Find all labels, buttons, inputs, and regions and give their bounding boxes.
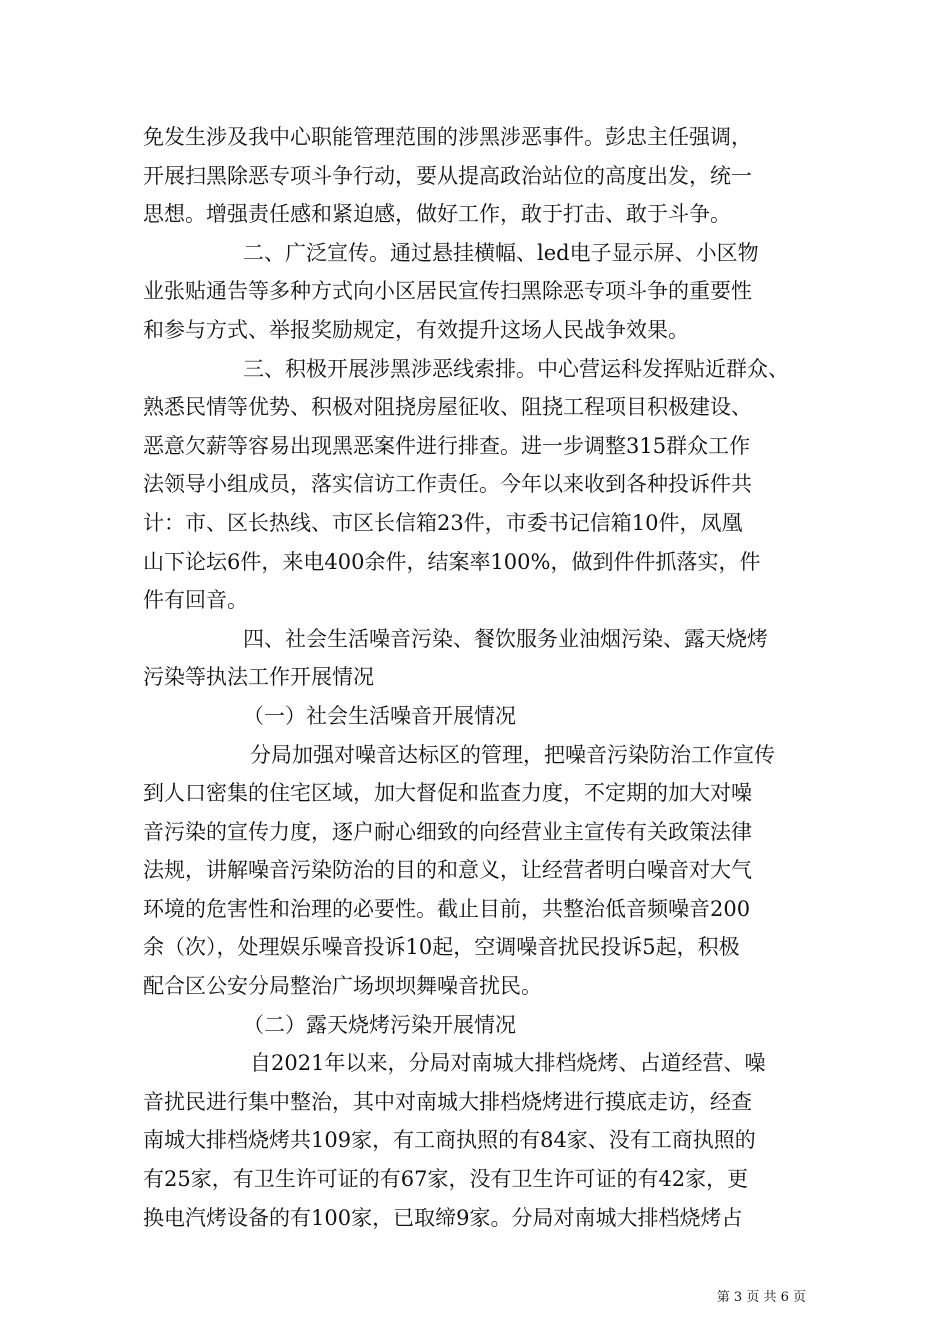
text-line: 音污染的宣传力度，逐户耐心细致的向经营业主宣传有关政策法律 <box>143 819 752 844</box>
subsection-heading: （二）露天烧烤污染开展情况 <box>243 1012 516 1037</box>
section-heading-line: 四、社会生活噪音污染、餐饮服务业油烟污染、露天烧烤 <box>243 626 768 651</box>
subsection-heading: （一）社会生活噪音开展情况 <box>243 703 516 728</box>
text-line: 和参与方式、举报奖励规定，有效提升这场人民战争效果。 <box>143 317 689 342</box>
section-heading-line: 三、积极开展涉黑涉恶线索排。中心营运科发挥贴近群众、 <box>243 356 789 381</box>
text-line: 有25家，有卫生许可证的有67家，没有卫生许可证的有42家，更 <box>143 1167 749 1192</box>
text-line: 法领导小组成员，落实信访工作责任。今年以来收到各种投诉件共 <box>143 472 752 497</box>
text-line: 思想。增强责任感和紧迫感，做好工作，敢于打击、敢于斗争。 <box>143 202 731 227</box>
text-line: 免发生涉及我中心职能管理范围的涉黑涉恶事件。彭忠主任强调， <box>143 125 752 149</box>
text-line: 件有回音。 <box>143 588 248 613</box>
text-line: 恶意欠薪等容易出现黑恶案件进行排查。进一步调整315群众工作 <box>143 433 751 458</box>
paragraph-first-line: 分局加强对噪音达标区的管理，把噪音污染防治工作宣传 <box>250 742 775 767</box>
text-line: 污染等执法工作开展情况 <box>143 665 374 690</box>
text-line: 换电汽烤设备的有100家，已取缔9家。分局对南城大排档烧烤占 <box>143 1205 743 1230</box>
text-line: 山下论坛6件，来电400余件，结案率100%，做到件件抓落实，件 <box>143 549 761 574</box>
text-line: 音扰民进行集中整治，其中对南城大排档烧烤进行摸底走访，经查 <box>143 1089 752 1114</box>
text-line: 南城大排档烧烤共109家，有工商执照的有84家、没有工商执照的 <box>143 1128 756 1153</box>
text-line: 配合区公安分局整治广场坝坝舞噪音扰民。 <box>143 974 542 999</box>
text-line: 计：市、区长热线、市区长信箱23件，市委书记信箱10件，凤凰 <box>143 510 743 535</box>
text-line: 环境的危害性和治理的必要性。截止目前，共整治低音频噪音200 <box>143 896 751 921</box>
section-heading-line: 二、广泛宣传。通过悬挂横幅、led电子显示屏、小区物 <box>243 240 759 265</box>
page-number-footer: 第 3 页 共 6 页 <box>716 1290 806 1305</box>
text-line: 开展扫黑除恶专项斗争行动，要从提高政治站位的高度出发，统一 <box>143 163 752 188</box>
paragraph-first-line: 自2021年以来，分局对南城大排档烧烤、占道经营、噪 <box>250 1051 766 1076</box>
text-line: 法规，讲解噪音污染防治的目的和意义，让经营者明白噪音对大气 <box>143 858 752 883</box>
document-body <box>143 118 813 1237</box>
text-line: 业张贴通告等多种方式向小区居民宣传扫黑除恶专项斗争的重要性 <box>143 279 752 304</box>
text-line: 到人口密集的住宅区域，加大督促和监查力度，不定期的加大对噪 <box>143 781 752 806</box>
text-line: 熟悉民情等优势、积极对阻挠房屋征收、阻挠工程项目积极建设、 <box>143 395 752 420</box>
text-line: 余（次），处理娱乐噪音投诉10起，空调噪音扰民投诉5起，积极 <box>143 935 740 960</box>
